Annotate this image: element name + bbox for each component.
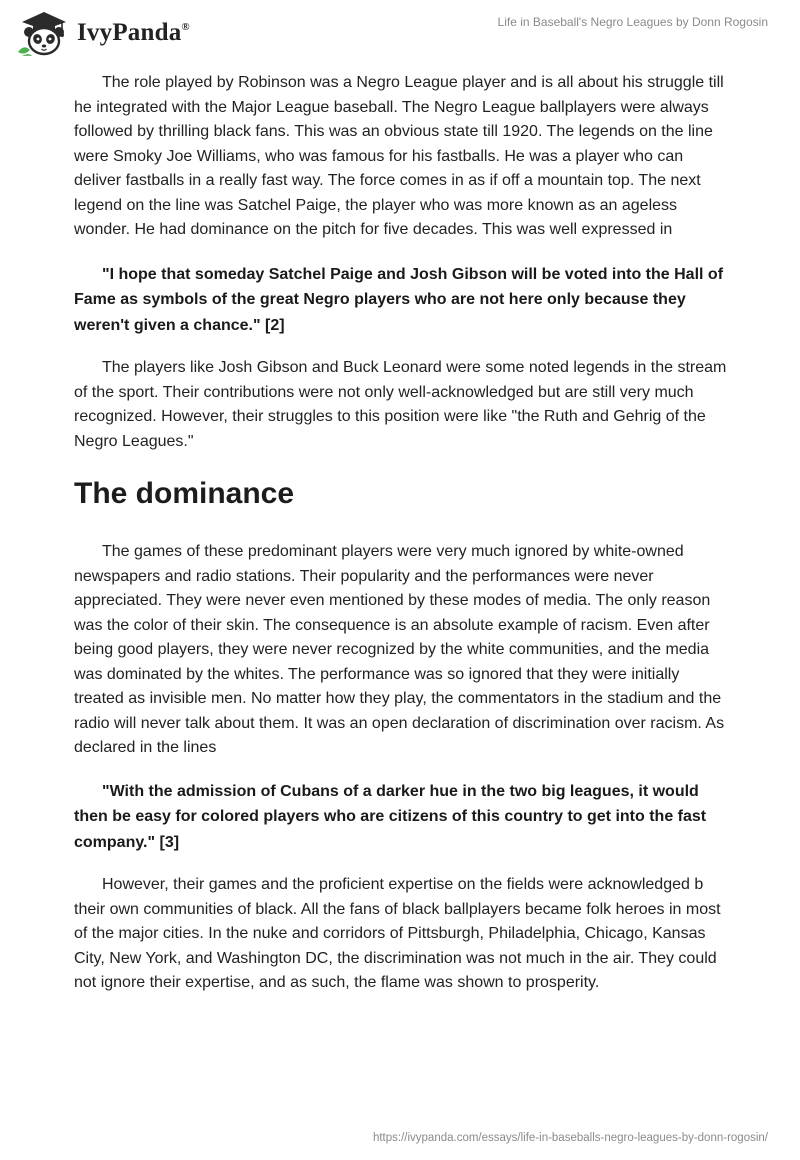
page-header bbox=[0, 0, 800, 70]
registered-mark: ® bbox=[181, 21, 190, 33]
panda-graduate-logo-icon bbox=[14, 8, 72, 58]
source-url-link[interactable]: https://ivypanda.com/essays/life-in-baseballs-negro-leagues-by-donn-rogosin/ bbox=[372, 1132, 768, 1144]
essay-content bbox=[74, 71, 728, 996]
paragraph-ignored-by-media: The games of these predominant players were very much ignored by white-owned newspapers and radio stations. Their popularity and the performances were never appreciated. They were never even mentioned by these modes of media. The only reason was the color of their skin. The consequence is an absolute example of racism. Even after being good players, they were never recognized by the white communities, and the media was dominated by the whites. The performance was so ignored that they were initially treated as invisible men. No matter how they play, the commentators in the stadium and the radio will never talk about them. It was an open declaration of discrimination over racism. As declared in the lines bbox=[74, 543, 725, 756]
paragraph-folk-heroes: However, their games and the proficient expertise on the fields were acknowledged b their own communities of black. All the fans of black ballplayers became folk heroes in most of the major cities. In the nuke and corridors of Pittsburgh, Philadelphia, Chicago, Kansas City, New York, and Washington DC, the discrimination was not much in the air. They could not ignore their expertise, and as such, the flame was shown to prosperity. bbox=[74, 876, 721, 991]
document-title: Life in Baseball's Negro Leagues by Donn Rogosin bbox=[497, 15, 768, 29]
ivypanda-logo[interactable] bbox=[14, 8, 190, 58]
paragraph-gibson-leonard: The players like Josh Gibson and Buck Leonard were some noted legends in the stream of the sport. Their contributions were not only well-acknowledged but are still very much recognized. However, their struggles to this position were like "the Ruth and Gehrig of the Negro Leagues." bbox=[74, 359, 727, 450]
blockquote-hall-of-fame: "I hope that someday Satchel Paige and Josh Gibson will be voted into the Hall of Fame as symbols of the great Negro players who are not here only because they weren't given a chance." [2] bbox=[74, 265, 724, 334]
brand-name: IvyPanda® bbox=[77, 19, 190, 46]
paragraph-robinson: The role played by Robinson was a Negro League player and is all about his struggle till he integrated with the Major League baseball. The Negro League ballplayers were always followed by thrilling black fans. This was an obvious state till 1920. The legends on the line were Smoky Joe Williams, who was famous for his fastballs. He was a player who can deliver fastballs in a really fast way. The force comes in as if off a mountain top. The next legend on the line was Satchel Paige, the player who was more known as an ageless wonder. He had dominance on the pitch for five decades. This was well expressed in bbox=[74, 74, 724, 238]
section-heading-dominance: The dominance bbox=[74, 477, 295, 510]
blockquote-cubans: "With the admission of Cubans of a darker hue in the two big leagues, it would then be easy for colored players who are citizens of this country to get into the fast company." [3] bbox=[74, 782, 707, 851]
